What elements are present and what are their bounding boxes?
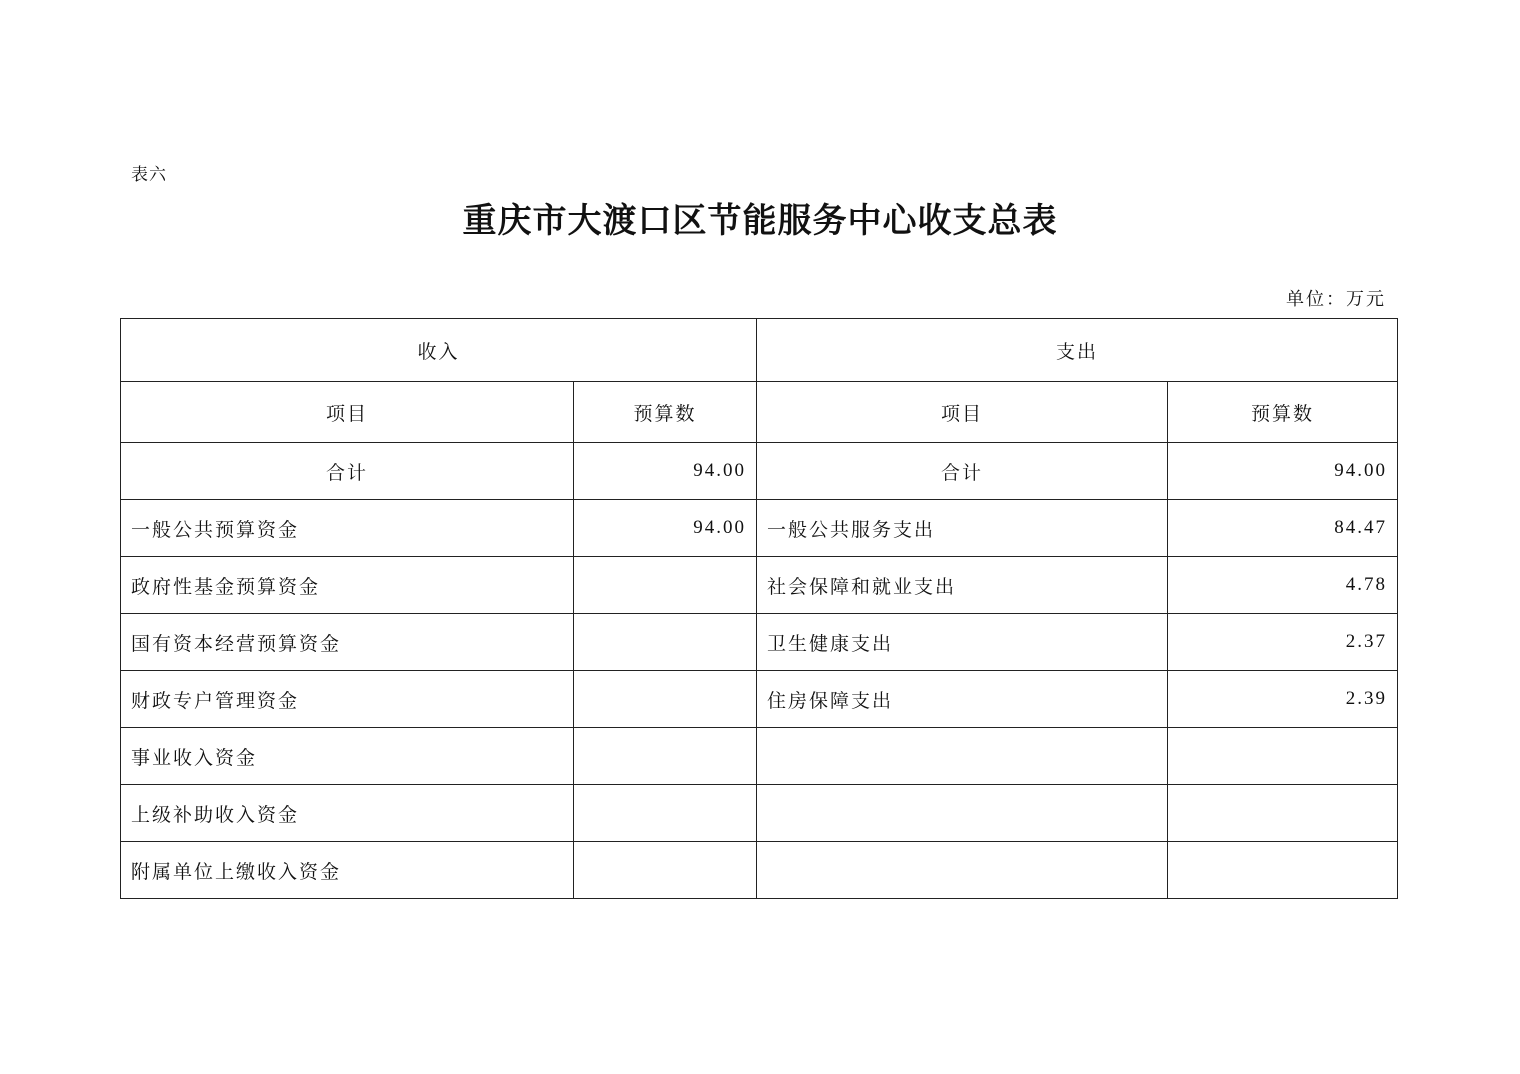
income-item: 财政专户管理资金 [121,671,574,728]
income-value [574,614,757,671]
table-row [121,614,1398,671]
expense-item-header: 项目 [757,382,1168,443]
expense-section-header: 支出 [757,319,1398,382]
table-row [121,728,1398,785]
income-item: 国有资本经营预算资金 [121,614,574,671]
table-row [121,671,1398,728]
expense-value: 4.78 [1168,557,1398,614]
expense-value [1168,842,1398,899]
section-header-row [121,319,1398,382]
expense-item [757,728,1168,785]
income-item: 上级补助收入资金 [121,785,574,842]
income-item: 事业收入资金 [121,728,574,785]
income-value [574,557,757,614]
income-value [574,671,757,728]
expense-value: 84.47 [1168,500,1398,557]
expense-total-value: 94.00 [1168,443,1398,500]
expense-item: 卫生健康支出 [757,614,1168,671]
income-value [574,785,757,842]
expense-item: 住房保障支出 [757,671,1168,728]
table-row [121,842,1398,899]
income-value [574,842,757,899]
income-value: 94.00 [574,500,757,557]
expense-item [757,842,1168,899]
unit-label: 单位：万元 [1286,289,1386,310]
expense-value [1168,728,1398,785]
page-title: 重庆市大渡口区节能服务中心收支总表 [462,201,1058,241]
total-row [121,443,1398,500]
expense-total-label: 合计 [757,443,1168,500]
income-item: 一般公共预算资金 [121,500,574,557]
expense-value: 2.37 [1168,614,1398,671]
income-total-value: 94.00 [574,443,757,500]
income-total-label: 合计 [121,443,574,500]
expense-item: 一般公共服务支出 [757,500,1168,557]
column-header-row [121,382,1398,443]
expense-budget-header: 预算数 [1168,382,1398,443]
income-item-header: 项目 [121,382,574,443]
table-label: 表六 [131,165,167,185]
table-row [121,500,1398,557]
expense-item: 社会保障和就业支出 [757,557,1168,614]
income-value [574,728,757,785]
expense-value: 2.39 [1168,671,1398,728]
income-item: 政府性基金预算资金 [121,557,574,614]
table-row [121,557,1398,614]
expense-value [1168,785,1398,842]
table-row [121,785,1398,842]
income-item: 附属单位上缴收入资金 [121,842,574,899]
expense-item [757,785,1168,842]
income-section-header: 收入 [121,319,757,382]
income-budget-header: 预算数 [574,382,757,443]
budget-table [120,318,1398,899]
